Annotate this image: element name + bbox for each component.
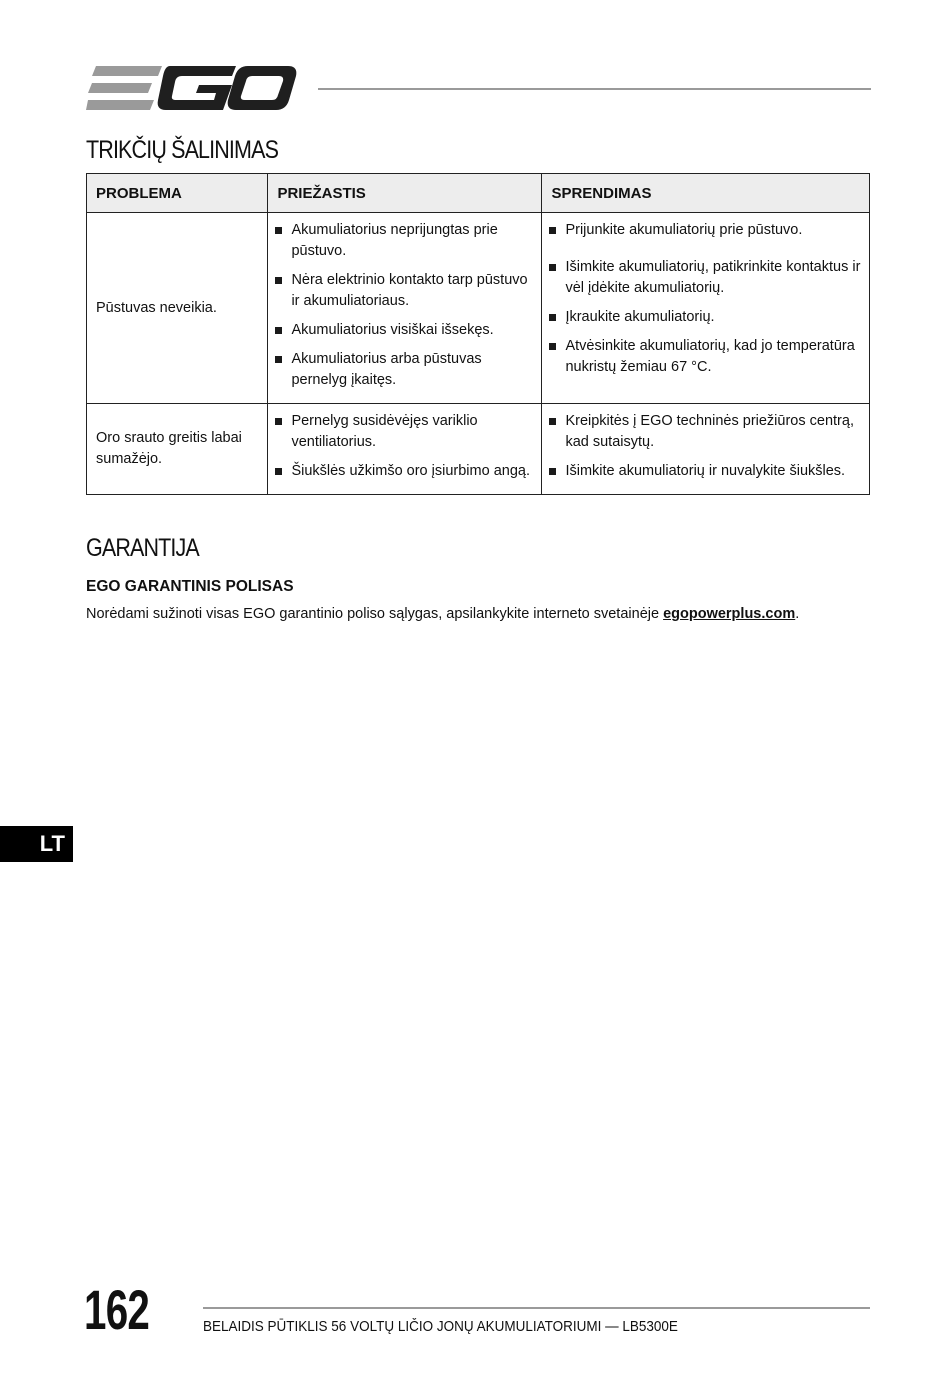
warranty-title: GARANTIJA [86, 534, 199, 562]
warranty-subtitle: EGO GARANTINIS POLISAS [86, 578, 294, 595]
list-item: Prijunkite akumuliatorių prie pūstuvo. [548, 220, 861, 241]
page-number: 162 [84, 1278, 150, 1341]
list-item: Išimkite akumuliatorių, patikrinkite kontaktus ir vėl įdėkite akumuliatorių. [548, 257, 861, 299]
column-header-cause: PRIEŽASTIS [268, 174, 542, 213]
troubleshooting-table [86, 173, 870, 495]
table-header-row [87, 174, 870, 213]
table-row [87, 213, 870, 404]
solution-cell [542, 213, 870, 404]
list-item: Pernelyg susidėvėjęs variklio ventiliatorius. [274, 411, 533, 453]
ego-logo [86, 64, 298, 112]
solution-cell [542, 404, 870, 495]
problem-cell: Pūstuvas neveikia. [87, 213, 268, 404]
list-item: Nėra elektrinio kontakto tarp pūstuvo ir akumuliatoriaus. [274, 270, 533, 312]
cause-cell [268, 404, 542, 495]
cause-cell [268, 213, 542, 404]
warranty-link[interactable]: egopowerplus.com [663, 606, 796, 622]
list-item: Akumuliatorius visiškai išsekęs. [274, 320, 533, 341]
table-row [87, 404, 870, 495]
footer-title: BELAIDIS PŪTIKLIS 56 VOLTŲ LIČIO JONŲ AKUMULIATORIUMI — LB5300E [203, 1318, 678, 1335]
troubleshooting-title: TRIKČIŲ ŠALINIMAS [86, 136, 279, 164]
header-divider [318, 88, 871, 90]
list-item: Šiukšlės užkimšo oro įsiurbimo angą. [274, 461, 533, 482]
warranty-text: Norėdami sužinoti visas EGO garantinio poliso sąlygas, apsilankykite interneto svetainėje [86, 606, 664, 622]
list-item: Kreipkitės į EGO techninės priežiūros centrą, kad sutaisytų. [548, 411, 861, 453]
list-item: Akumuliatorius neprijungtas prie pūstuvo. [274, 220, 533, 262]
list-item: Įkraukite akumuliatorių. [548, 307, 861, 328]
logo-text: EGO [86, 64, 89, 65]
warranty-text-end: . [795, 606, 800, 622]
list-item: Išimkite akumuliatorių ir nuvalykite šiukšles. [548, 461, 861, 482]
column-header-problem: PROBLEMA [87, 174, 268, 213]
list-item: Akumuliatorius arba pūstuvas pernelyg įkaitęs. [274, 349, 533, 391]
language-tab: LT [0, 826, 73, 862]
footer-divider [203, 1307, 870, 1309]
warranty-paragraph [86, 606, 799, 622]
column-header-solution: SPRENDIMAS [542, 174, 870, 213]
list-item: Atvėsinkite akumuliatorių, kad jo temperatūra nukristų žemiau 67 °C. [548, 336, 861, 378]
problem-cell: Oro srauto greitis labai sumažėjo. [87, 404, 268, 495]
